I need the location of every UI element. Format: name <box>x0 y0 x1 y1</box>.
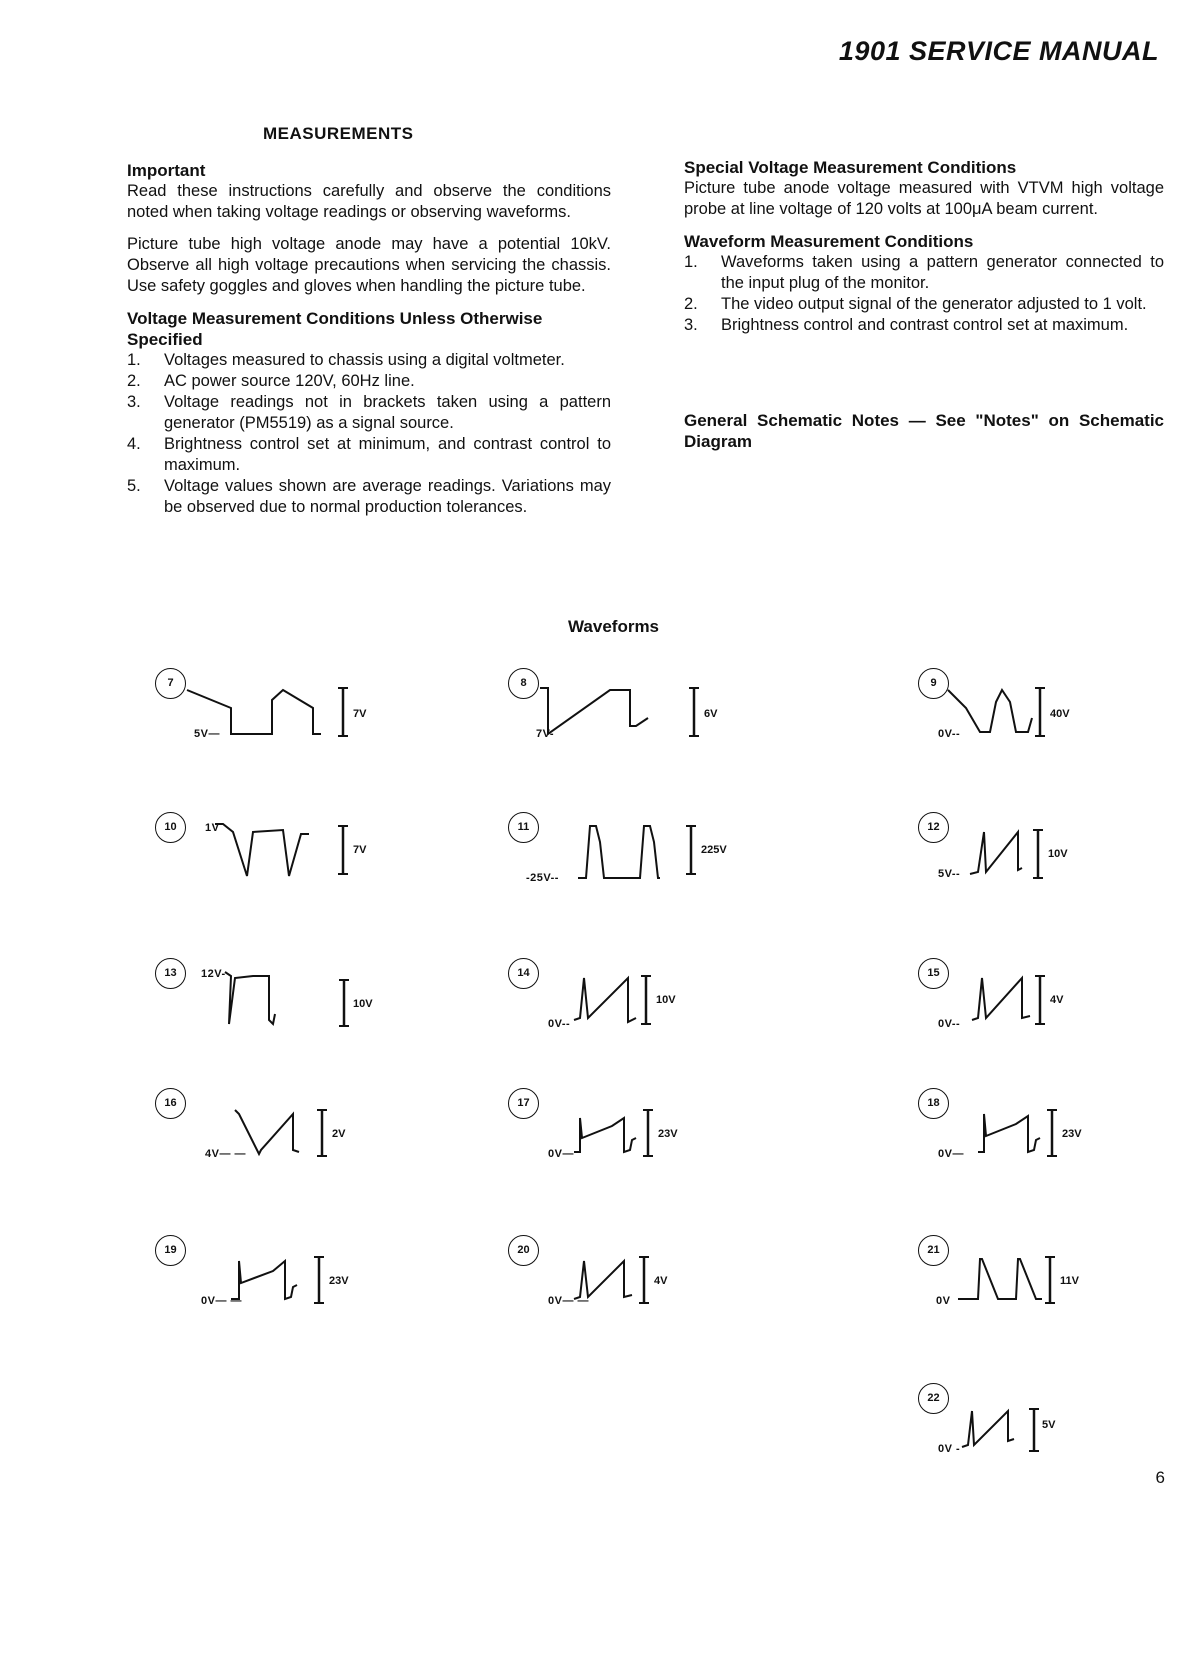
left-column <box>127 160 611 528</box>
waveform-trace <box>155 812 445 902</box>
waveform-15 <box>918 958 1183 1048</box>
waveform-base-voltage: 0V-- <box>938 1018 961 1030</box>
section-title: MEASUREMENTS <box>263 124 414 143</box>
waveform-number-badge: 21 <box>918 1235 949 1266</box>
waveform-number-badge: 22 <box>918 1383 949 1414</box>
waveform-17 <box>508 1088 798 1178</box>
waveform-number-badge: 12 <box>918 812 949 843</box>
waveform-base-voltage: 4V— — <box>205 1148 247 1160</box>
waveform-base-voltage: 0V— — <box>201 1295 243 1307</box>
list-item: 3. Voltage readings not in brackets taken using a pattern generator (PM5519) as a signal source. <box>127 393 611 432</box>
waveform-trace <box>508 668 798 758</box>
waveform-base-voltage: 0V— — <box>548 1295 590 1307</box>
waveform-trace <box>918 1088 1183 1178</box>
waveform-base-voltage: 0V— <box>938 1148 964 1160</box>
list-item: 5. Voltage values shown are average readings. Variations may be observed due to normal production tolerances. <box>127 477 611 516</box>
waveform-number-badge: 11 <box>508 812 539 843</box>
voltage-conditions-heading: Voltage Measurement Conditions Unless Otherwise Specified <box>127 309 543 349</box>
waveform-12 <box>918 812 1183 902</box>
waveform-16 <box>155 1088 445 1178</box>
waveform-amplitude: 40V <box>1050 708 1070 720</box>
waveform-amplitude: 11V <box>1060 1275 1079 1287</box>
manual-header-title: 1901 SERVICE MANUAL <box>838 36 1159 66</box>
right-column <box>684 157 1164 452</box>
important-paragraph-2: Picture tube high voltage anode may have a potential 10kV. Observe all high voltage precautions when servicing the chassis. Use safety goggles and gloves when handling the picture tube. <box>127 235 611 295</box>
waveform-number-badge: 17 <box>508 1088 539 1119</box>
voltage-conditions-list <box>127 350 611 518</box>
waveform-18 <box>918 1088 1183 1178</box>
waveform-amplitude: 23V <box>1062 1128 1082 1140</box>
list-item: 2. The video output signal of the generator adjusted to 1 volt. <box>684 295 1147 313</box>
waveform-base-voltage: 0V— <box>548 1148 574 1160</box>
important-paragraph-1: Read these instructions carefully and observe the conditions noted when taking voltage readings or observing waveforms. <box>127 182 611 221</box>
waveform-22 <box>918 1383 1183 1473</box>
waveform-trace <box>918 1235 1183 1325</box>
waveform-amplitude: 10V <box>656 994 676 1006</box>
waveform-trace <box>155 1088 445 1178</box>
waveform-number-badge: 8 <box>508 668 539 699</box>
waveform-20 <box>508 1235 798 1325</box>
waveform-amplitude: 10V <box>1048 848 1068 860</box>
waveform-number-badge: 16 <box>155 1088 186 1119</box>
waveform-21 <box>918 1235 1183 1325</box>
list-item: 3. Brightness control and contrast control set at maximum. <box>684 316 1129 334</box>
waveform-number-badge: 14 <box>508 958 539 989</box>
special-conditions-heading: Special Voltage Measurement Conditions <box>684 158 1017 177</box>
waveform-number-badge: 9 <box>918 668 949 699</box>
waveform-amplitude: 23V <box>658 1128 678 1140</box>
waveform-19 <box>155 1235 445 1325</box>
waveform-amplitude: 4V <box>654 1275 668 1287</box>
special-conditions-text: Picture tube anode voltage measured with VTVM high voltage probe at line voltage of 120 volts at 100μA beam current. <box>684 179 1164 218</box>
waveform-trace <box>155 668 445 758</box>
waveform-base-voltage: 0V <box>936 1295 951 1307</box>
waveform-number-badge: 15 <box>918 958 949 989</box>
waveform-base-voltage: 5V-- <box>938 868 961 880</box>
waveform-number-badge: 10 <box>155 812 186 843</box>
waveform-8 <box>508 668 798 758</box>
waveform-base-voltage: 0V-- <box>938 728 961 740</box>
waveform-conditions-heading: Waveform Measurement Conditions <box>684 232 974 251</box>
waveform-base-voltage: 7V- <box>536 728 555 740</box>
waveform-number-badge: 19 <box>155 1235 186 1266</box>
waveform-number-badge: 18 <box>918 1088 949 1119</box>
waveform-conditions-list <box>684 252 1164 336</box>
important-heading: Important <box>127 161 206 180</box>
waveform-trace <box>508 1235 798 1325</box>
waveform-9 <box>918 668 1183 758</box>
waveform-base-voltage: 0V-- <box>548 1018 571 1030</box>
list-item: 2. AC power source 120V, 60Hz line. <box>127 372 415 390</box>
list-item: 1. Voltages measured to chassis using a digital voltmeter. <box>127 351 565 369</box>
waveforms-title: Waveforms <box>568 617 660 636</box>
waveform-10 <box>155 812 445 902</box>
waveform-7 <box>155 668 445 758</box>
waveform-amplitude: 2V <box>332 1128 346 1140</box>
waveform-amplitude: 4V <box>1050 994 1064 1006</box>
waveform-amplitude: 6V <box>704 708 718 720</box>
waveform-base-voltage: -25V-- <box>526 872 559 884</box>
waveform-amplitude: 23V <box>329 1275 349 1287</box>
waveform-amplitude: 7V <box>353 708 367 720</box>
waveform-13 <box>155 958 445 1048</box>
waveform-trace <box>508 1088 798 1178</box>
waveform-base-voltage: 5V— <box>194 728 220 740</box>
waveform-base-voltage: 1V <box>205 822 220 834</box>
page-number: 6 <box>1155 1468 1165 1487</box>
general-schematic-notes: General Schematic Notes — See "Notes" on Schematic Diagram <box>684 411 1164 451</box>
waveform-trace <box>155 958 445 1048</box>
list-item: 1. Waveforms taken using a pattern generator connected to the input plug of the monitor. <box>684 253 1164 292</box>
waveform-trace <box>508 812 798 902</box>
waveform-11 <box>508 812 798 902</box>
list-item: 4. Brightness control set at minimum, and contrast control to maximum. <box>127 435 611 474</box>
waveform-trace <box>155 1235 445 1325</box>
waveform-base-voltage: 12V- <box>201 968 226 980</box>
waveform-14 <box>508 958 798 1048</box>
waveform-number-badge: 20 <box>508 1235 539 1266</box>
waveform-amplitude: 225V <box>701 844 727 856</box>
waveform-number-badge: 7 <box>155 668 186 699</box>
waveform-amplitude: 5V <box>1042 1419 1056 1431</box>
waveform-base-voltage: 0V - <box>938 1443 961 1455</box>
waveform-amplitude: 7V <box>353 844 367 856</box>
waveform-trace <box>508 958 798 1048</box>
waveform-amplitude: 10V <box>353 998 373 1010</box>
waveform-number-badge: 13 <box>155 958 186 989</box>
